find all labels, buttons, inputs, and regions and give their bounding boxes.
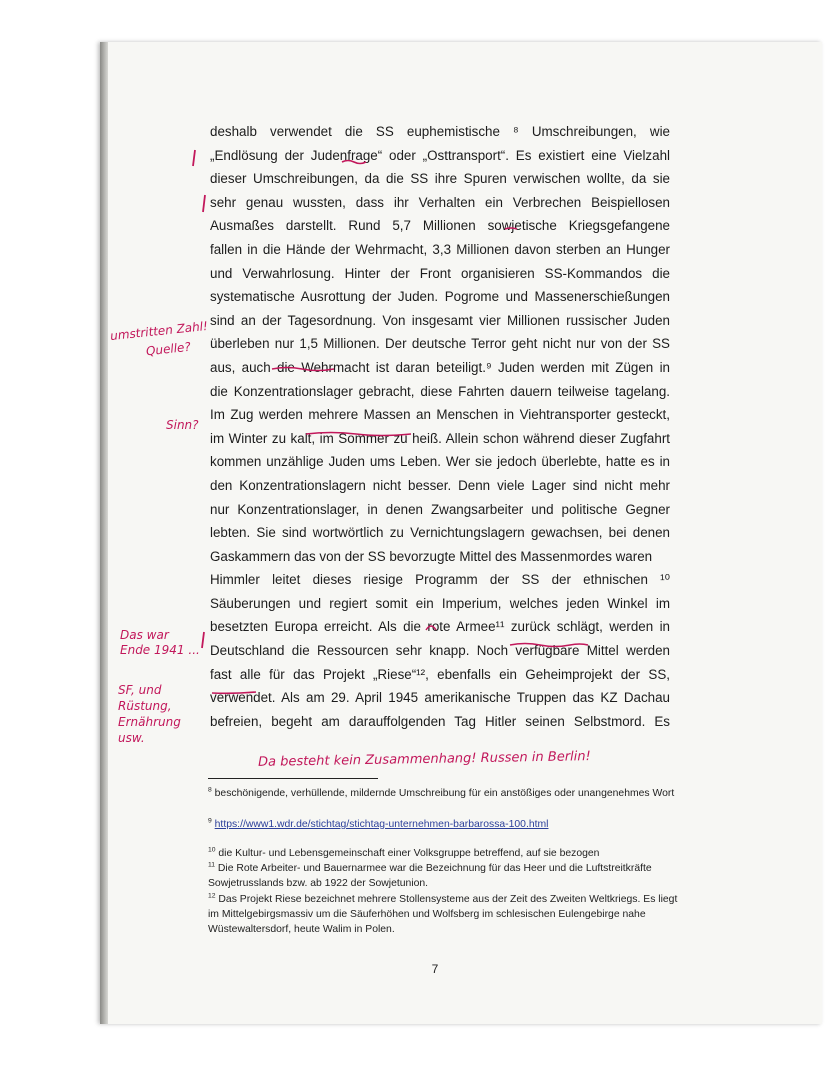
footnote-rule (208, 778, 378, 779)
margin-note-disputed-number: umstritten Zahl! (109, 318, 209, 344)
body-line: den Konzentrationslagern nicht besser. Denn viele Lager sind nicht mehr (210, 477, 670, 493)
underline-mehrere-massen (306, 433, 411, 436)
body-line: im Winter zu kalt, im Sommer zu heiß. Allein schon während dieser Zugfahrt (210, 430, 670, 446)
body-line: kommen unzählige Juden ums Leben. Wer sie jedoch überlebte, hatte es in (210, 454, 670, 470)
body-line: fallen in die Hände der Wehrmacht, 3,3 Millionen davon sterben an Hunger (210, 241, 670, 257)
arc-rote (426, 626, 436, 630)
body-line: die Konzentrationslager gebracht, diese Fahrten dauern teilweise tagelang. (210, 383, 670, 399)
footnote-9: $^9$ https://www1.wdr.de/stichtag/stichtag-unternehmen-barbarossa-100.html (208, 817, 549, 830)
body-line: fast alle für das Projekt „Riese“¹², ebenfalls ein Geheimprojekt der SS, (210, 666, 670, 682)
body-line: Gaskammern das von der SS bevorzugte Mittel des Massenmordes waren (210, 548, 653, 564)
body-line: aus, auch die Wehrmacht ist daran beteiligt.⁹ Juden werden mit Zügen in (210, 359, 670, 375)
footnote-9-link[interactable]: https://www1.wdr.de/stichtag/stichtag-unternehmen-barbarossa-100.html (214, 819, 549, 830)
body-line: deshalb verwendet die SS euphemistische ⁸ Umschreibungen, wie (210, 124, 670, 139)
bottom-annotation: Da besteht kein Zusammenhang! Russen in Berlin! (257, 749, 591, 770)
body-line: besetzten Europa erreicht. Als die rote Armee¹¹ zurück schlägt, werden in (210, 619, 670, 635)
body-line: nur Konzentrationslager, in denen Zwangsarbeiter und politische Gegner (210, 501, 670, 517)
margin-mark-1 (193, 150, 195, 166)
body-line: befreien, begeht am darauffolgenden Tag Hitler seinen Selbstmord. Es (210, 713, 670, 729)
margin-note-end-1941: Das war Ende 1941 ... (120, 628, 200, 657)
body-line: Deutschland die Ressourcen sehr knapp. Noch verfügbare Mittel werden (210, 643, 670, 659)
underline-fast-alle (212, 692, 256, 693)
body-line: Ausmaßes darstellt. Rund 5,7 Millionen sowjetische Kriegsgefangene (210, 218, 670, 234)
body-line: und Verwahrlosung. Hinter der Front organisieren SS-Kommandos die (210, 265, 670, 281)
underline-zurueck-schlaegt (510, 644, 588, 647)
underline-beispiellosen (505, 228, 517, 229)
margin-mark-2 (203, 195, 205, 212)
body-line: „Endlösung der Judenfrage“ oder „Osttransport“. Es existiert eine Vielzahl (210, 147, 670, 163)
footnote-10: $^{10}$ die Kultur- und Lebensgemeinschaft einer Volksgruppe betreffend, auf sie bezogen (208, 846, 600, 859)
body-line: Im Zug werden mehrere Massen an Menschen in Viehtransporter gesteckt, (210, 407, 670, 423)
body-line: lebten. Sie sind wortwörtlich zu Vernichtungslagern gewachsen, bei denen (210, 525, 670, 541)
margin-mark-3 (202, 632, 204, 648)
margin-note-source: Quelle? (145, 339, 192, 359)
body-line: verwendet. Als am 29. April 1945 amerikanische Truppen das KZ Dachau (210, 690, 670, 706)
body-line: Säuberungen und regiert somit ein Imperium, welches jeden Winkel im (210, 595, 670, 611)
margin-note-meaning: Sinn? (166, 418, 199, 432)
margin-note-armament: SF, und Rüstung, Ernährung usw. (118, 683, 181, 745)
body-line: dieser Umschreibungen, da die SS ihre Spuren verwischen wollte, da sie (210, 171, 670, 187)
underline-1-5-millionen (272, 368, 334, 371)
underline-judenfrage (342, 161, 366, 164)
body-line: Himmler leitet dieses riesige Programm der SS der ethnischen ¹⁰ (210, 572, 670, 588)
page-number: 7 (431, 962, 439, 976)
body-line: systematische Ausrottung der Juden. Pogrome und Massenerschießungen (210, 289, 670, 305)
footnote-12: $^{12}$ Das Projekt Riese bezeichnet mehrere Stollensysteme aus der Zeit des Zweiten Weltkriegs. Es liegt im Mittelgebirgsmassiv um die Säuferhöhen und Wolfsberg im schlesischen Eulengebirge nahe Wüstewaltersdorf, heute Walim in Polen. (208, 892, 678, 936)
body-line: sehr genau wussten, dass ihr Verhalten ein Verbrechen Beispiellosen (210, 194, 670, 210)
footnote-11: $^{11}$ Die Rote Arbeiter- und Bauernarmee war die Bezeichnung für das Heer und die Luftstreitkräfte Sowjetrusslands bzw. ab 1922 der Sowjetunion. (208, 861, 652, 890)
footnote-8: $^8$ beschönigende, verhüllende, mildernde Umschreibung für ein anstößiges oder unangenehmes Wort (208, 786, 675, 799)
body-line: überleben nur 1,5 Millionen. Der deutsche Terror geht nicht nur von der SS (210, 336, 670, 352)
body-line: sind an der Tagesordnung. Von insgesamt vier Millionen russischer Juden (210, 312, 670, 328)
